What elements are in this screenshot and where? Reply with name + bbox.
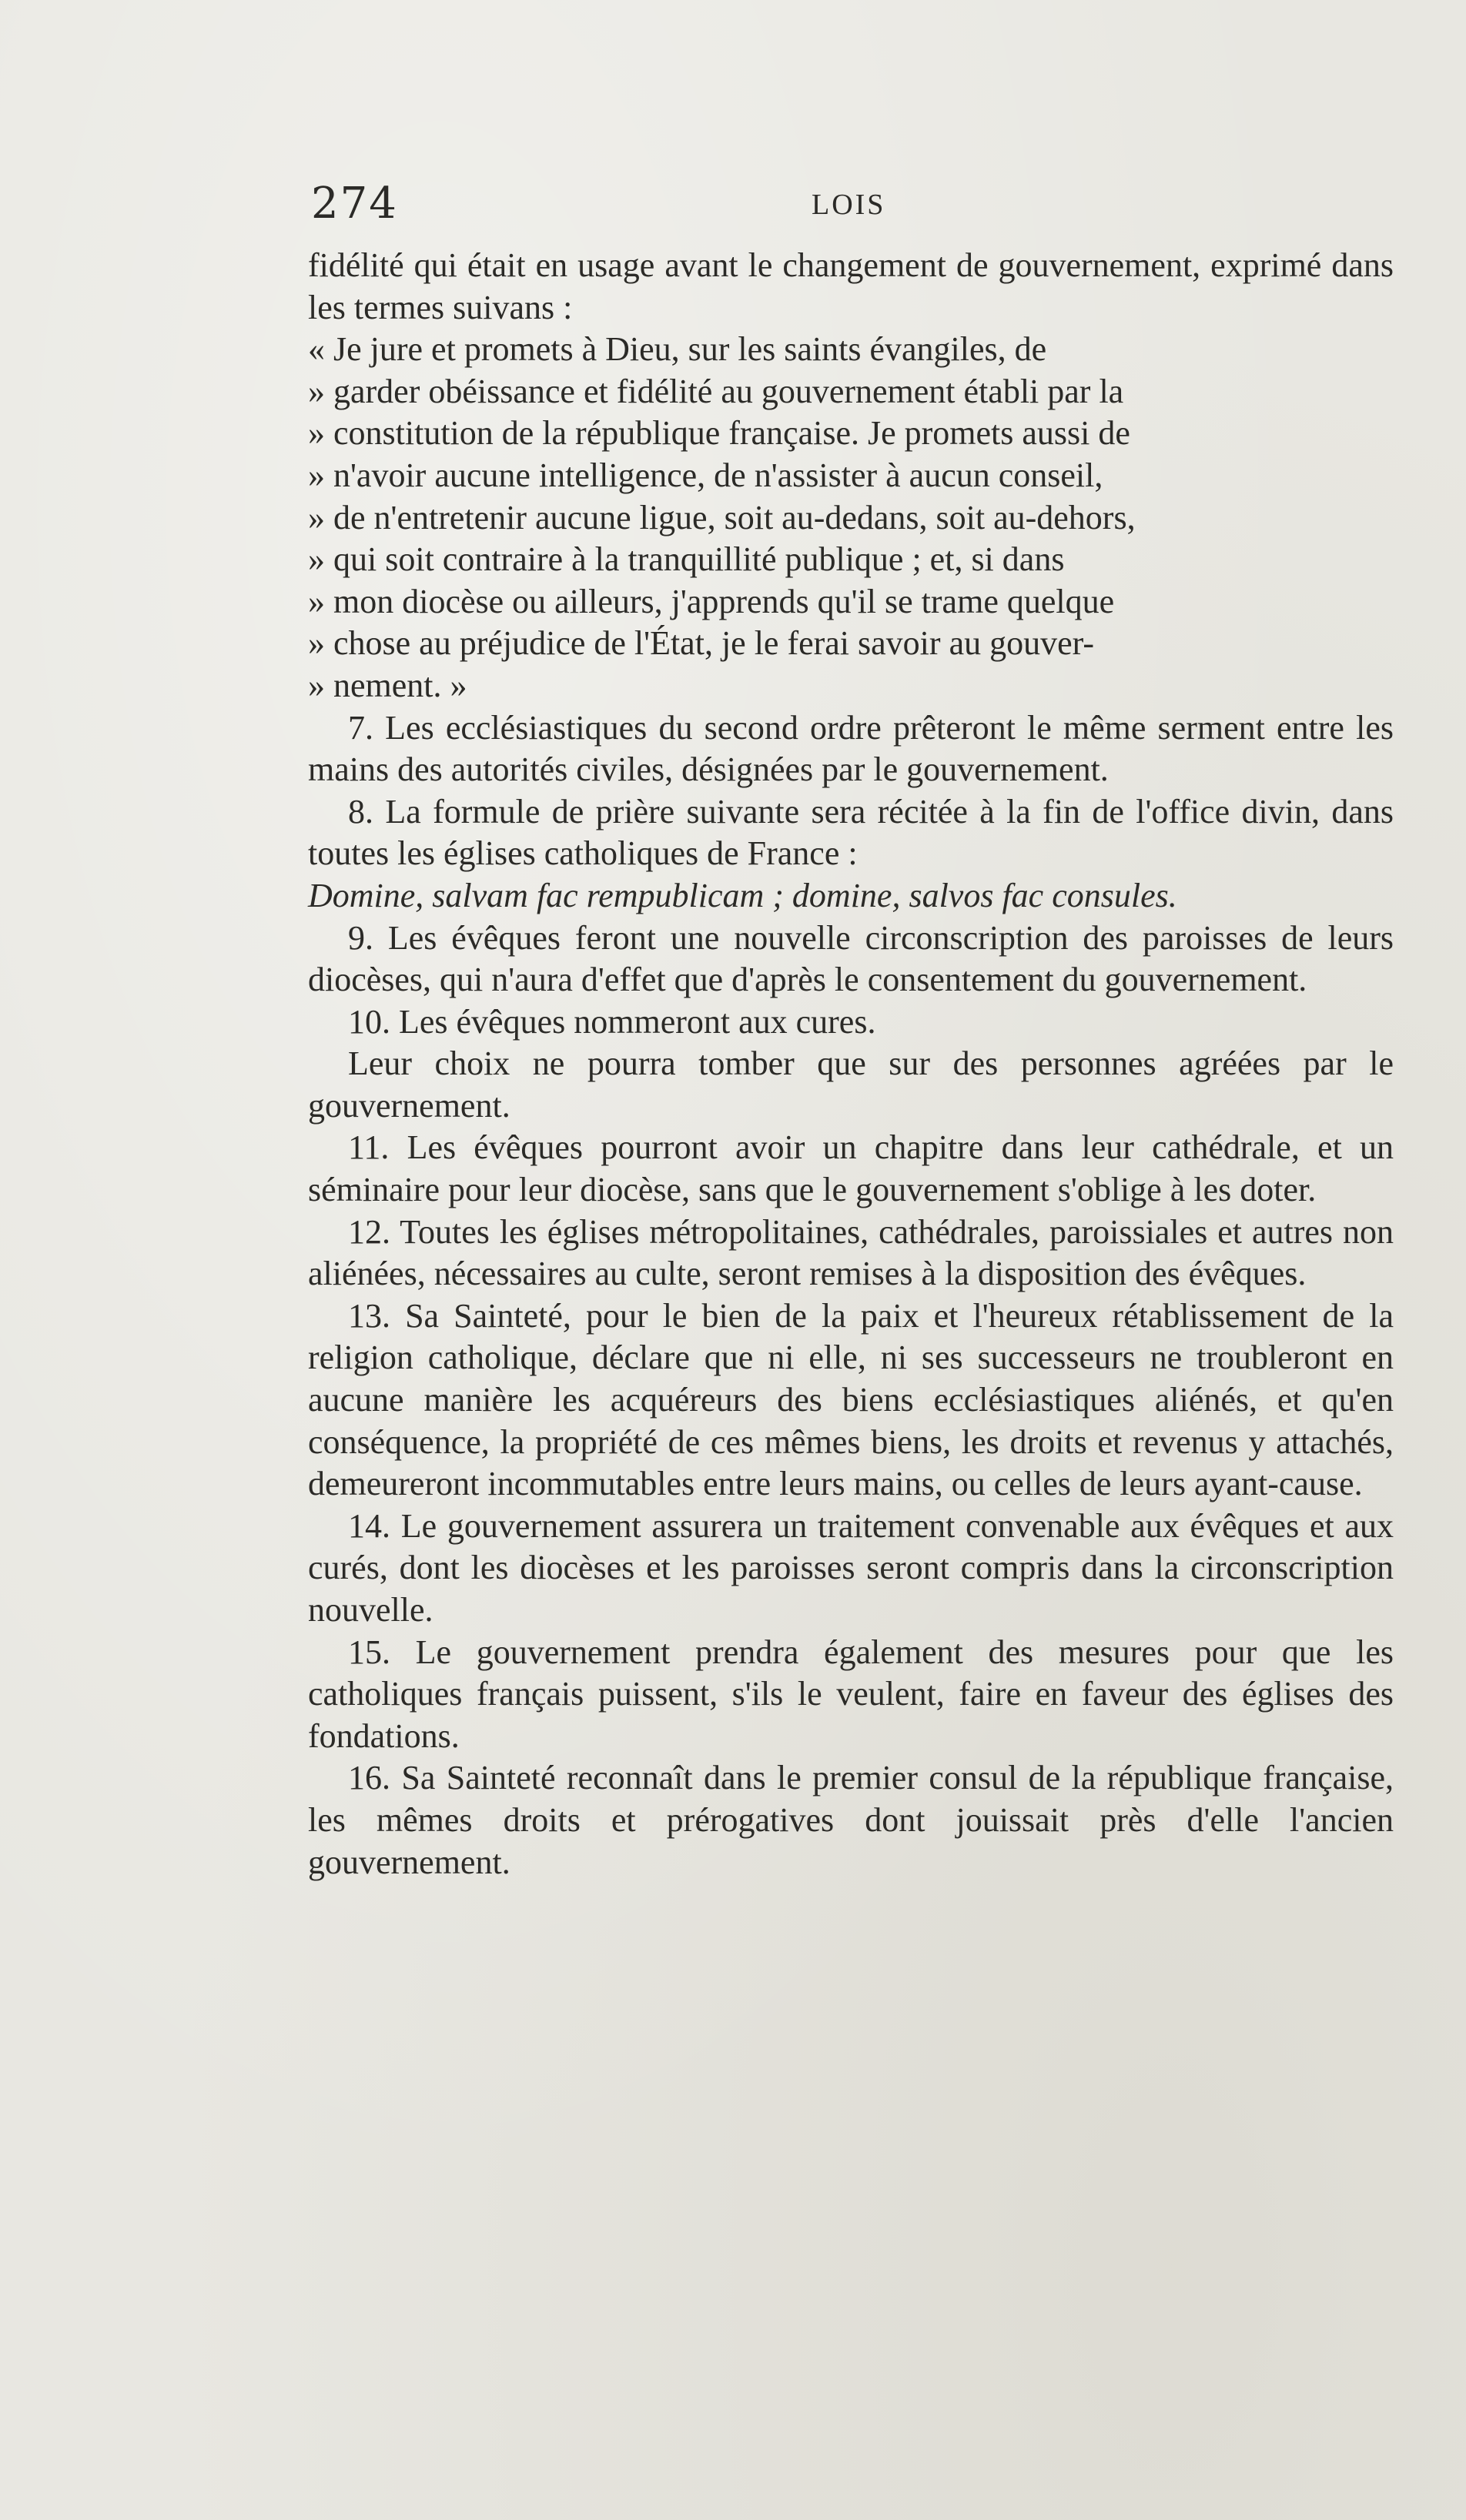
article-10-continued: Leur choix ne pourra tomber que sur des personnes agréées par le gouvernement. xyxy=(308,1044,1394,1125)
article-13: 13. Sa Sainteté, pour le bien de la paix et l'heureux rétablissement de la religion catholique, déclare que ni elle, ni ses successeurs ne troubleront en aucune manière les acquéreurs des biens ecclésiastiques aliénés, et qu'en conséquence, la propriété de ces mêmes biens, les droits et revenus y attachés, demeureront incommutables entre leurs mains, ou celles de leurs ayant-cause. xyxy=(308,1296,1394,1503)
quote-line: » chose au préjudice de l'État, je le ferai savoir au gouver- xyxy=(308,624,1095,663)
article-8: 8. La formule de prière suivante sera récitée à la fin de l'office divin, dans toutes les églises catholiques de France : xyxy=(308,792,1394,873)
oath-quote xyxy=(308,329,1394,707)
quote-line: » mon diocèse ou ailleurs, j'apprends qu'il se trame quelque xyxy=(308,582,1115,620)
article-12: 12. Toutes les églises métropolitaines, cathédrales, paroissiales et autres non aliénées, nécessaires au culte, seront remises à la disposition des évêques. xyxy=(308,1212,1394,1293)
article-9: 9. Les évêques feront une nouvelle circonscription des paroisses de leurs diocèses, qui n'aura d'effet que d'après le consentement du gouvernement. xyxy=(308,918,1394,999)
quote-line: « Je jure et promets à Dieu, sur les saints évangiles, de xyxy=(308,330,1047,369)
article-8-prayer: Domine, salvam fac rempublicam ; domine, salvos fac consules. xyxy=(308,876,1177,914)
running-head: LOIS xyxy=(812,189,886,221)
page-header xyxy=(311,179,1397,232)
paragraph-oath-intro: fidélité qui était en usage avant le changement de gouvernement, exprimé dans les termes suivans : xyxy=(308,246,1394,326)
article-16: 16. Sa Sainteté reconnaît dans le premier consul de la république française, les mêmes droits et prérogatives dont jouissait près d'elle l'ancien gouvernement. xyxy=(308,1759,1394,1881)
quote-line: » garder obéissance et fidélité au gouvernement établi par la xyxy=(308,372,1124,410)
quote-line: » de n'entretenir aucune ligue, soit au-dedans, soit au-dehors, xyxy=(308,498,1136,536)
quote-line: » qui soit contraire à la tranquillité publique ; et, si dans xyxy=(308,540,1065,579)
article-7: 7. Les ecclésiastiques du second ordre prêteront le même serment entre les mains des autorités civiles, désignées par le gouvernement. xyxy=(308,708,1394,789)
article-11: 11. Les évêques pourront avoir un chapitre dans leur cathédrale, et un séminaire pour leur diocèse, sans que le gouvernement s'oblige à les doter. xyxy=(308,1128,1394,1209)
article-15: 15. Le gouvernement prendra également des mesures pour que les catholiques français puissent, s'ils le veulent, faire en faveur des églises des fondations. xyxy=(308,1633,1394,1755)
quote-line: » constitution de la république française. Je promets aussi de xyxy=(308,414,1130,453)
quote-line: » n'avoir aucune intelligence, de n'assister à aucun conseil, xyxy=(308,456,1103,494)
article-10: 10. Les évêques nommeront aux cures. xyxy=(348,1002,876,1041)
body-text xyxy=(308,245,1394,1883)
article-14: 14. Le gouvernement assurera un traitement convenable aux évêques et aux curés, dont les diocèses et les paroisses seront compris dans la circonscription nouvelle. xyxy=(308,1506,1394,1629)
quote-line: » nement. » xyxy=(308,666,467,704)
page-number: 274 xyxy=(311,179,398,229)
